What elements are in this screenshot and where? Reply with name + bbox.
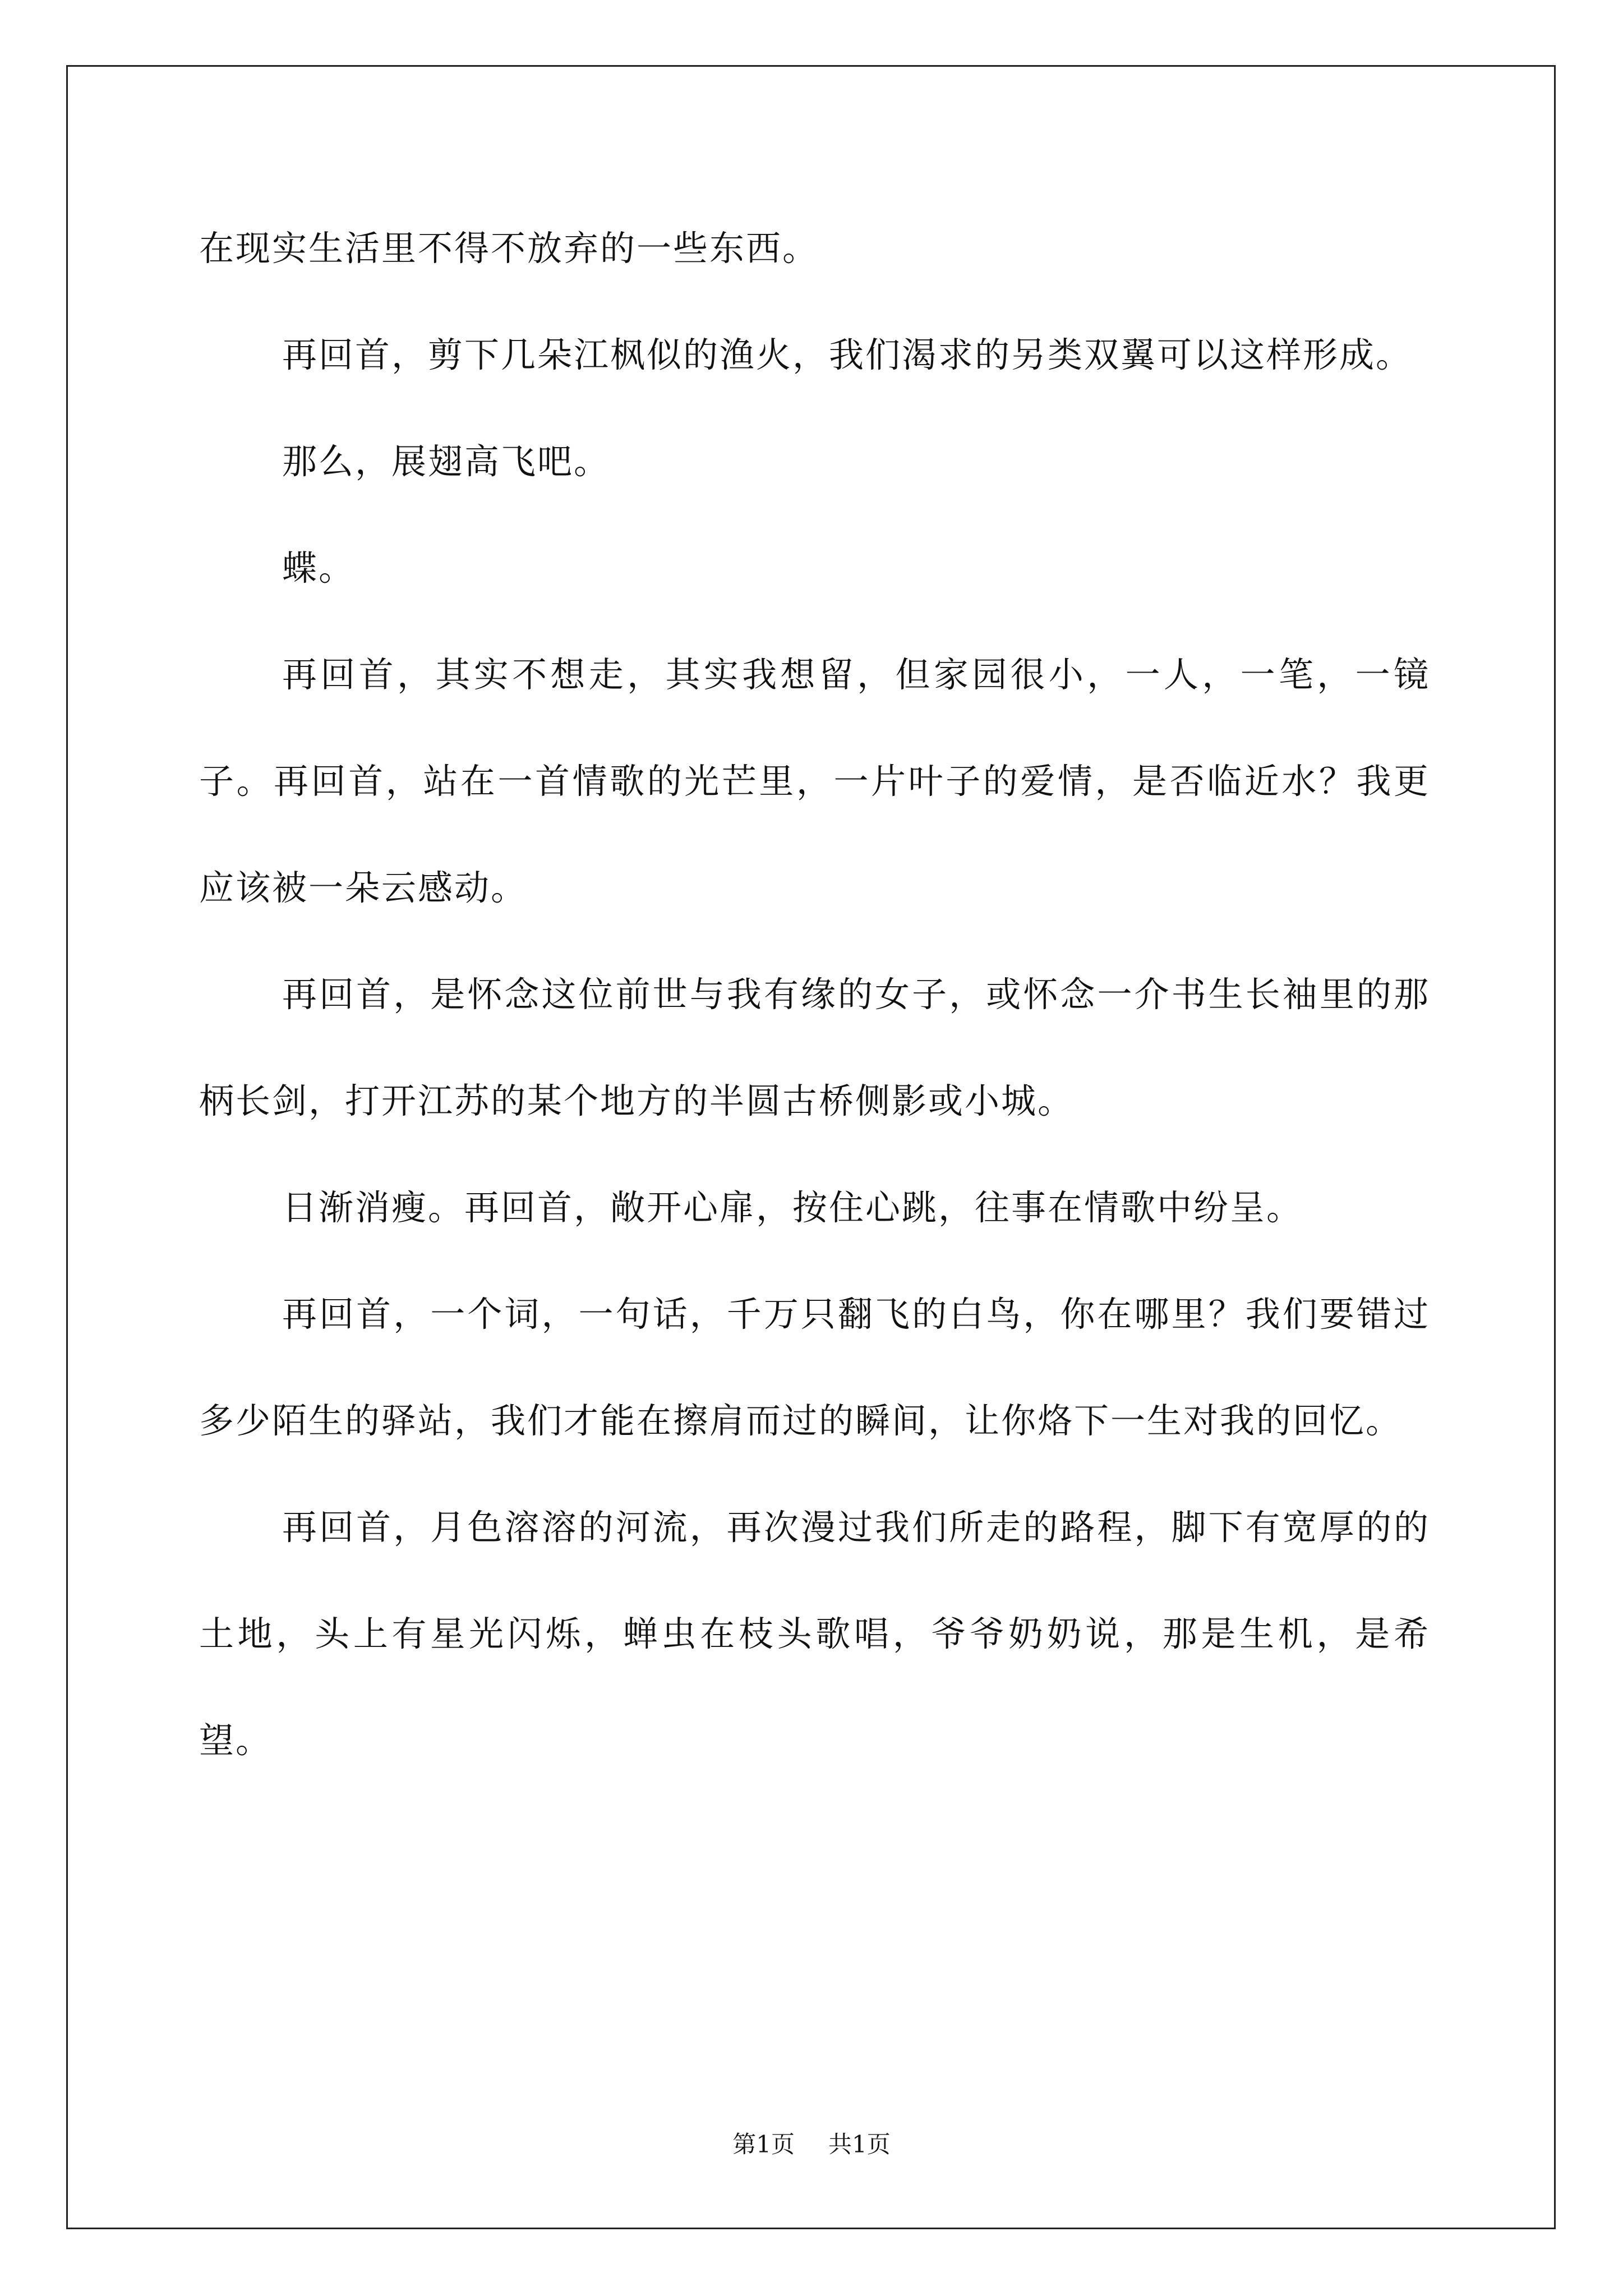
page-total: 共1页: [828, 2131, 891, 2158]
page-footer: [0, 2126, 1623, 2160]
paragraph-6: 再回首，是怀念这位前世与我有缘的女子，或怀念一介书生长袖里的那柄长剑，打开江苏的某个地方的半圆古桥侧影或小城。: [199, 974, 1430, 1121]
paragraph-5: 再回首，其实不想走，其实我想留，但家园很小，一人，一笔，一镜子。再回首，站在一首情歌的光芒里，一片叶子的爱情，是否临近水？我更应该被一朵云感动。: [199, 654, 1430, 908]
paragraph-3: 那么，展翅高飞吧。: [282, 441, 611, 482]
document-body: [199, 195, 1430, 1794]
page-number: 第1页: [732, 2131, 795, 2158]
paragraph-7: 日渐消瘦。再回首，敞开心扉，按住心跳，往事在情歌中纷呈。: [282, 1187, 1303, 1228]
paragraph-1: 在现实生活里不得不放弃的一些东西。: [199, 228, 819, 269]
paragraph-8: 再回首，一个词，一句话，千万只翻飞的白鸟，你在哪里？我们要错过多少陌生的驿站，我们才能在擦肩而过的瞬间，让你烙下一生对我的回忆。: [199, 1294, 1430, 1441]
paragraph-2: 再回首，剪下几朵江枫似的渔火，我们渴求的另类双翼可以这样形成。: [282, 334, 1413, 375]
paragraph-4: 蝶。: [282, 547, 356, 588]
paragraph-9: 再回首，月色溶溶的河流，再次漫过我们所走的路程，脚下有宽厚的的土地，头上有星光闪烁，蝉虫在枝头歌唱，爷爷奶奶说，那是生机，是希望。: [199, 1507, 1430, 1761]
